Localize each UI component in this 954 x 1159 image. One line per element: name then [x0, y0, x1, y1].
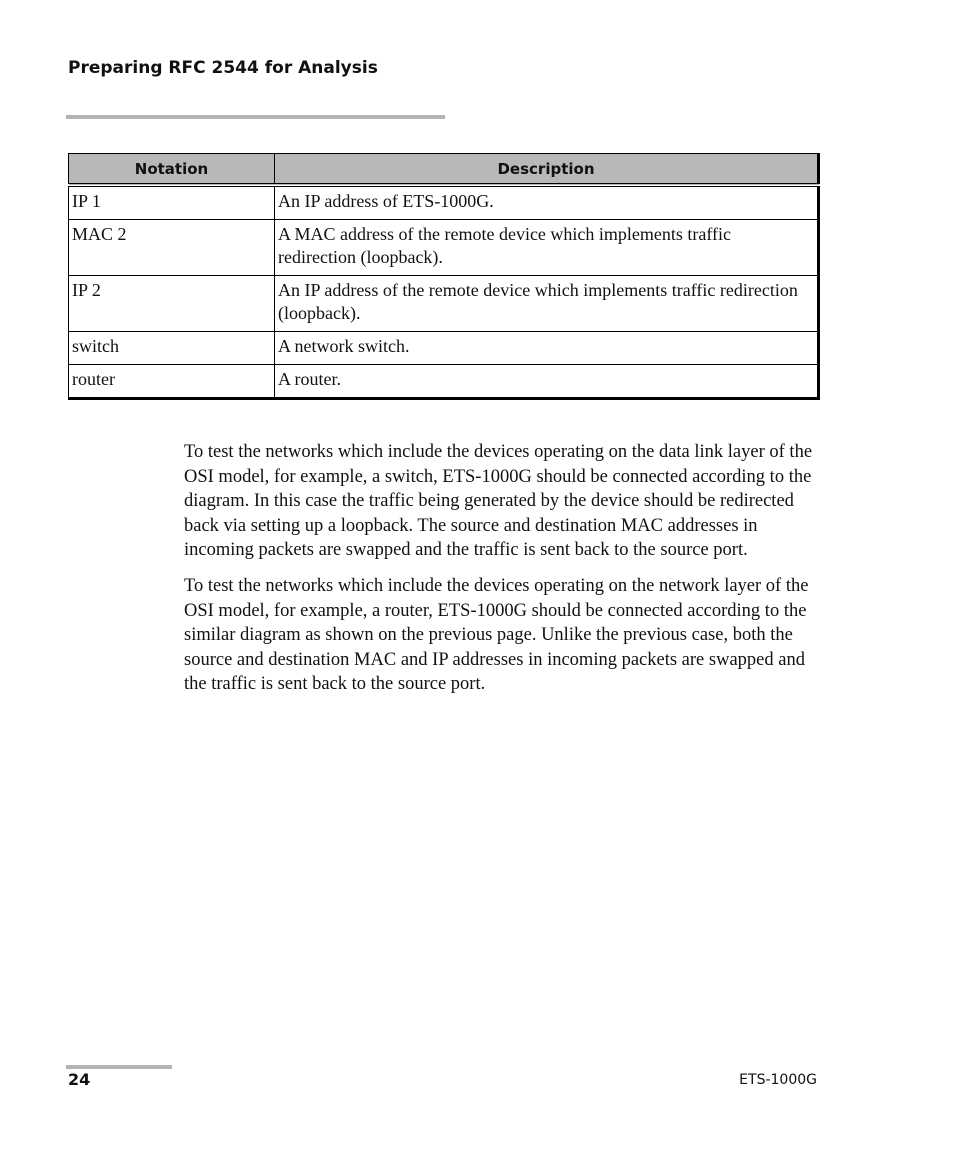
- page-number: 24: [68, 1070, 91, 1089]
- body-text: [184, 440, 824, 708]
- description-cell: A MAC address of the remote device which implements traffic redirection (loopback).: [275, 220, 819, 276]
- notation-cell: IP 1: [69, 185, 275, 220]
- description-cell: An IP address of ETS-1000G.: [275, 185, 819, 220]
- header-description: Description: [275, 154, 819, 186]
- table-row: [69, 365, 819, 399]
- footer-rule: [66, 1065, 172, 1069]
- description-cell: A network switch.: [275, 332, 819, 365]
- description-cell: A router.: [275, 365, 819, 399]
- notation-table: [68, 153, 820, 400]
- table-row: [69, 332, 819, 365]
- description-cell: An IP address of the remote device which implements traffic redirection (loopback).: [275, 276, 819, 332]
- header-notation: Notation: [69, 154, 275, 186]
- table-row: [69, 185, 819, 220]
- notation-cell: IP 2: [69, 276, 275, 332]
- paragraph-data-link-layer: To test the networks which include the devices operating on the data link layer of the OSI model, for example, a switch, ETS-1000G should be connected according to the diagram. In this case the traffic being generated by the device should be redirected back via setting up a loopback. The source and destination MAC addresses in incoming packets are swapped and the traffic is sent back to the source port.: [184, 442, 813, 561]
- notation-cell: MAC 2: [69, 220, 275, 276]
- paragraph-network-layer: To test the networks which include the devices operating on the network layer of the OSI model, for example, a router, ETS-1000G should be connected according to the similar diagram as shown on the previous page. Unlike the previous case, both the source and destination MAC and IP addresses in incoming packets are swapped and the traffic is sent back to the source port.: [184, 575, 809, 695]
- notation-cell: router: [69, 365, 275, 399]
- table-row: [69, 220, 819, 276]
- table-header-row: [69, 154, 819, 186]
- table-row: [69, 276, 819, 332]
- title-rule: [66, 115, 445, 119]
- product-name: ETS-1000G: [739, 1072, 817, 1088]
- notation-cell: switch: [69, 332, 275, 365]
- section-title: Preparing RFC 2544 for Analysis: [68, 58, 378, 78]
